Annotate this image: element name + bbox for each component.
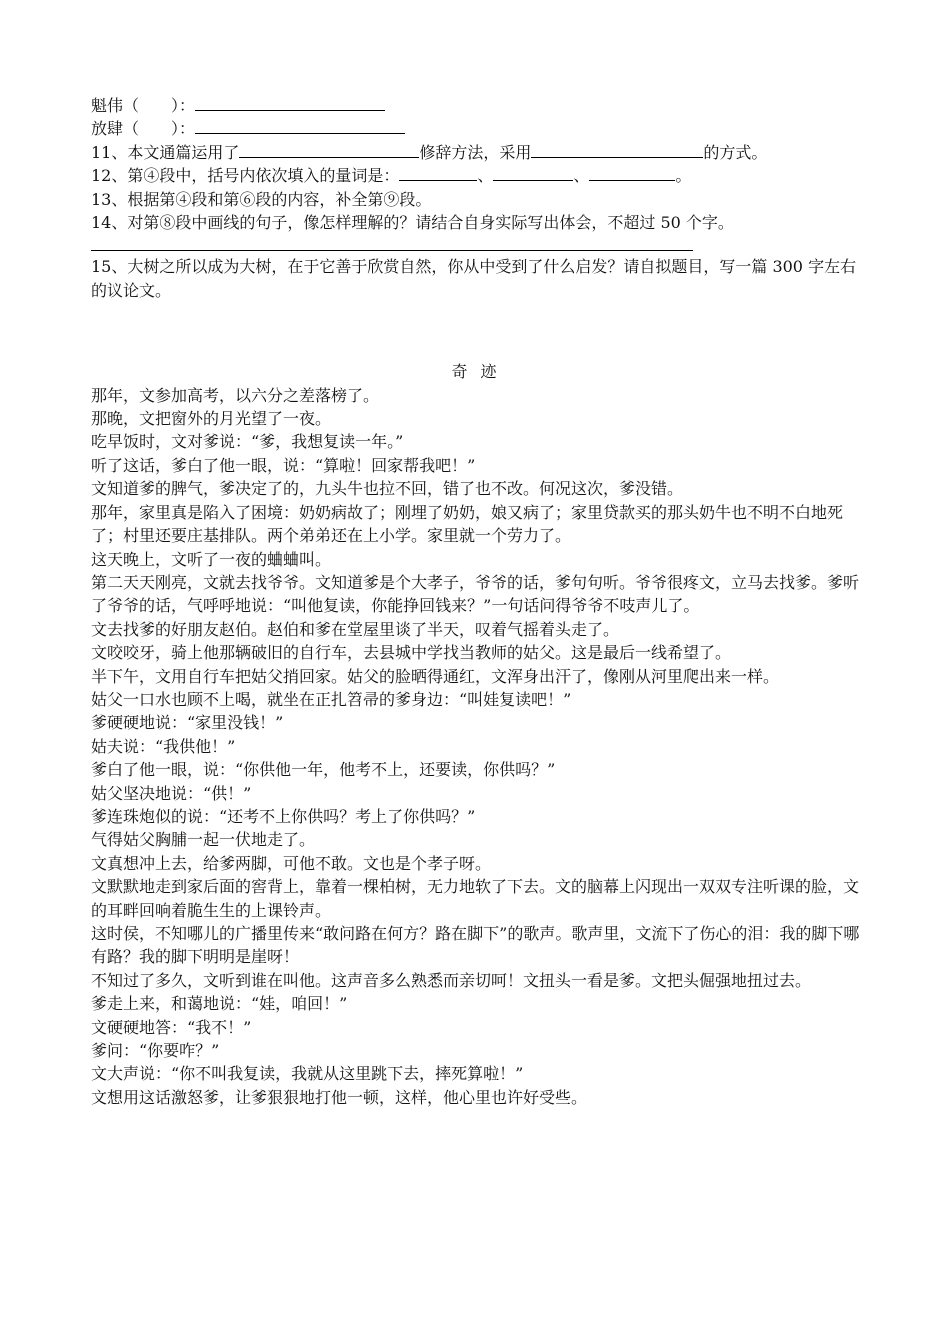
document-page bbox=[91, 94, 861, 1109]
question-11 bbox=[91, 141, 861, 164]
story-paragraph: 那晚，文把窗外的月光望了一夜。 bbox=[91, 409, 332, 429]
story-paragraph: 爹连珠炮似的说：“还考不上你供吗？考上了你供吗？” bbox=[91, 806, 476, 826]
story-paragraph: 那年，文参加高考，以六分之差落榜了。 bbox=[91, 385, 380, 405]
story-paragraph: 不知过了多久，文听到谁在叫他。这声音多么熟悉而亲切呵！文扭头一看是爹。文把头倔强地扭过去。 bbox=[91, 970, 812, 990]
question-text: 11、本文通篇运用了 bbox=[91, 142, 240, 162]
answer-blank bbox=[531, 141, 703, 158]
question-text: 12、第④段中，括号内依次填入的量词是： bbox=[91, 166, 400, 186]
story-paragraph: 爹硬硬地说：“家里没钱！” bbox=[91, 713, 284, 733]
answer-blank bbox=[399, 164, 477, 181]
story-paragraph: 吃早饭时，文对爹说：“爹，我想复读一年。” bbox=[91, 432, 404, 452]
story-paragraph: 爹问：“你要咋？” bbox=[91, 1041, 220, 1061]
answer-blank bbox=[195, 117, 405, 134]
story-paragraph: 文想用这话激怒爹，让爹狠狠地打他一顿，这样，他心里也许好受些。 bbox=[91, 1087, 588, 1107]
story-paragraph: 文硬硬地答：“我不！” bbox=[91, 1017, 252, 1037]
question-15: 15、大树之所以成为大树，在于它善于欣赏自然，你从中受到了什么启发？请自拟题目，写一篇 300 字左右的议论文。 bbox=[91, 257, 857, 300]
question-13: 13、根据第④段和第⑥段的内容，补全第⑨段。 bbox=[91, 189, 432, 209]
answer-blank bbox=[195, 94, 385, 111]
separator: 、 bbox=[477, 166, 494, 186]
story-body bbox=[91, 384, 861, 1110]
vocab-line-2 bbox=[91, 117, 861, 140]
answer-blank bbox=[239, 141, 419, 158]
story-paragraph: 爹白了他一眼，说：“你供他一年，他考不上，还要读，你供吗？” bbox=[91, 760, 556, 780]
question-14: 14、对第⑧段中画线的句子，像怎样理解的？请结合自身实际写出体会，不超过 50 个字。 bbox=[91, 213, 734, 233]
story-paragraph: 姑父一口水也顾不上喝，就坐在正扎笤帚的爹身边：“叫娃复读吧！” bbox=[91, 689, 572, 709]
story-paragraph: 第二天天刚亮，文就去找爷爷。文知道爹是个大孝子，爷爷的话，爹句句听。爷爷很疼文，立马去找爹。爹听了爷爷的话，气呼呼地说：“叫他复读，你能挣回钱来？”一句话问得爷爷不吱声儿了。 bbox=[91, 572, 860, 616]
vocab-colon: ： bbox=[179, 119, 196, 139]
separator: 、 bbox=[573, 166, 590, 186]
story-paragraph: 这天晚上，文听了一夜的蛐蛐叫。 bbox=[91, 549, 332, 569]
story-paragraph: 那年，家里真是陷入了困境：奶奶病故了；刚埋了奶奶，娘又病了；家里贷款买的那头奶牛也不明不白地死了；村里还要庄基排队。两个弟弟还在上小学。家里就一个劳力了。 bbox=[91, 502, 844, 546]
story-paragraph: 听了这话，爹白了他一眼，说：“算啦！回家帮我吧！” bbox=[91, 455, 476, 475]
question-text: 修辞方法，采用 bbox=[419, 142, 532, 162]
story-title: 奇 迹 bbox=[451, 362, 501, 382]
story-paragraph: 这时侯，不知哪儿的广播里传来“敢问路在何方？路在脚下”的歌声。歌声里，文流下了伤心的泪：我的脚下哪有路？我的脚下明明是崖呀！ bbox=[91, 924, 860, 967]
answer-blank bbox=[493, 164, 573, 181]
story-paragraph: 姑夫说：“我供他！” bbox=[91, 736, 236, 756]
vocab-paren: （ ） bbox=[123, 119, 180, 139]
vocab-line-1 bbox=[91, 94, 861, 117]
story-paragraph: 气得姑父胸脯一起一伏地走了。 bbox=[91, 830, 316, 850]
story-paragraph: 半下午，文用自行车把姑父捎回家。姑父的脸晒得通红，文浑身出汗了，像刚从河里爬出来一样。 bbox=[91, 666, 780, 686]
story-paragraph: 文知道爹的脾气，爹决定了的，九头牛也拉不回，错了也不改。何况这次，爹没错。 bbox=[91, 479, 684, 499]
story-paragraph: 姑父坚决地说：“供！” bbox=[91, 783, 252, 803]
separator: 。 bbox=[675, 166, 692, 186]
story-paragraph: 文咬咬牙，骑上他那辆破旧的自行车，去县城中学找当教师的姑父。这是最后一线希望了。 bbox=[91, 643, 732, 663]
question-12 bbox=[91, 164, 861, 187]
answer-line bbox=[91, 234, 693, 251]
question-text: 的方式。 bbox=[703, 142, 768, 162]
story-paragraph: 爹走上来，和蔼地说：“娃，咱回！” bbox=[91, 994, 348, 1014]
vocab-word: 放肆 bbox=[91, 119, 124, 139]
answer-blank bbox=[589, 164, 675, 181]
vocab-colon: ： bbox=[179, 96, 196, 115]
story-paragraph: 文真想冲上去，给爹两脚，可他不敢。文也是个孝子呀。 bbox=[91, 853, 492, 873]
story-paragraph: 文默默地走到家后面的窖背上，靠着一棵柏树，无力地软了下去。文的脑幕上闪现出一双双专注听课的脸，文的耳畔回响着脆生生的上课铃声。 bbox=[91, 877, 860, 920]
story-paragraph: 文大声说：“你不叫我复读，我就从这里跳下去，摔死算啦！” bbox=[91, 1064, 524, 1084]
story-paragraph: 文去找爹的好朋友赵伯。赵伯和爹在堂屋里谈了半天，叹着气摇着头走了。 bbox=[91, 619, 620, 639]
vocab-word: 魁伟 bbox=[91, 96, 124, 115]
vocab-paren: （ ） bbox=[123, 96, 180, 115]
